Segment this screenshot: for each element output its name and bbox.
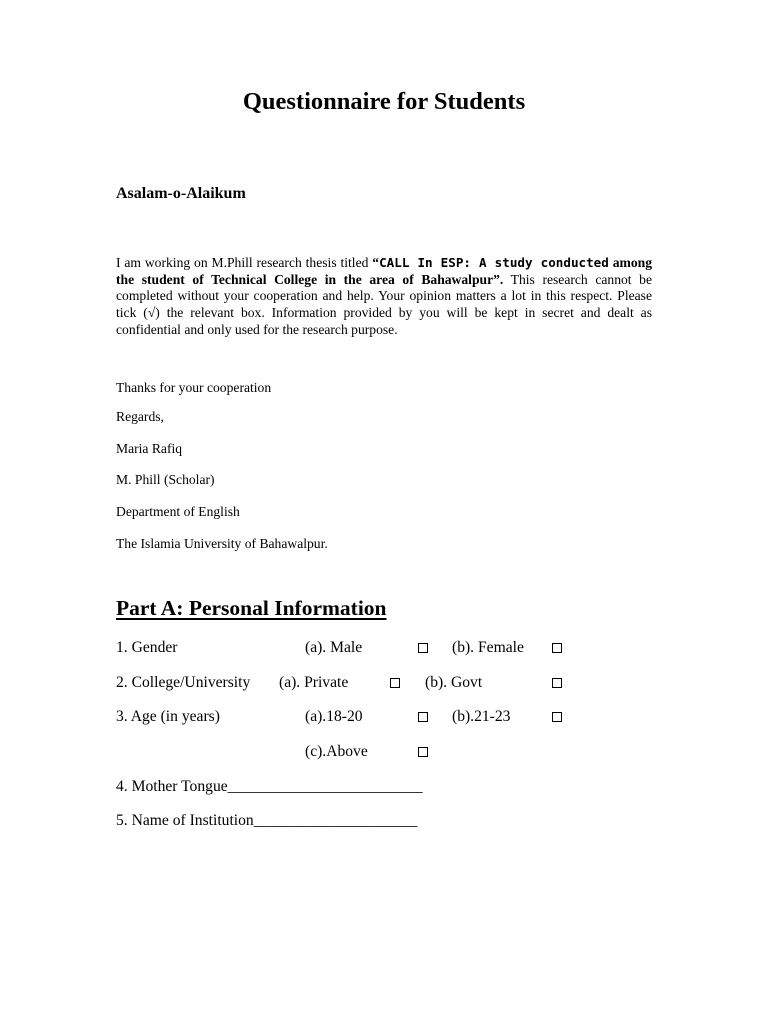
checkbox-age-above[interactable] (418, 747, 428, 757)
checkbox-female[interactable] (552, 643, 562, 653)
institution-text: 5. Name of Institution (116, 812, 254, 829)
closing-university: The Islamia University of Bahawalpur. (116, 536, 328, 551)
intro-thesis-continuation: among the student of Technical College in the area of Bahawalpur (116, 255, 652, 287)
question-institution-label (116, 812, 417, 830)
option-age-21-23-label: (b).21-23 (452, 708, 511, 725)
closing-department: Department of English (116, 504, 240, 519)
closing-regards: Regards, (116, 409, 164, 424)
mother-tongue-text: 4. Mother Tongue (116, 778, 228, 795)
option-male-label: (a). Male (305, 639, 363, 656)
option-private-label: (a). Private (279, 674, 349, 691)
question-mother-tongue-label (116, 778, 423, 796)
mother-tongue-blank[interactable]: _________________________ (227, 778, 423, 795)
checkbox-age-21-23[interactable] (552, 712, 562, 722)
closing-thanks: Thanks for your cooperation (116, 380, 272, 395)
part-a-heading: Part A: Personal Information (116, 596, 387, 620)
intro-paragraph (116, 255, 652, 339)
checkbox-govt[interactable] (552, 678, 562, 688)
question-gender-label: 1. Gender (116, 639, 178, 656)
option-govt-label: (b). Govt (425, 674, 483, 691)
intro-text-end: This research cannot be completed without your cooperation and help. Your opinion matters a lot in this respect. Please tick (√) the relevant box. Information provided by you will be kept in secret and dealt as confidential and only used for the research purpose. (116, 271, 652, 337)
intro-quote-close: ”. (493, 271, 504, 287)
institution-blank[interactable]: _____________________ (253, 812, 418, 829)
question-age-label: 3. Age (in years) (116, 708, 220, 725)
greeting: Asalam-o-Alaikum (116, 185, 246, 202)
checkbox-age-18-20[interactable] (418, 712, 428, 722)
page-title: Questionnaire for Students (242, 88, 526, 115)
intro-quote-open: “ (372, 255, 380, 270)
option-female-label: (b). Female (452, 639, 524, 656)
closing-position: M. Phill (Scholar) (116, 472, 215, 487)
option-age-18-20-label: (a).18-20 (305, 708, 363, 725)
intro-thesis-title: CALL In ESP: A study conducted (379, 255, 609, 270)
question-college-label: 2. College/University (116, 674, 251, 691)
intro-text-start: I am working on M.Phill research thesis titled (116, 255, 373, 270)
checkbox-private[interactable] (390, 678, 400, 688)
closing-name: Maria Rafiq (116, 441, 183, 456)
checkbox-male[interactable] (418, 643, 428, 653)
option-age-above-label: (c).Above (305, 743, 368, 760)
